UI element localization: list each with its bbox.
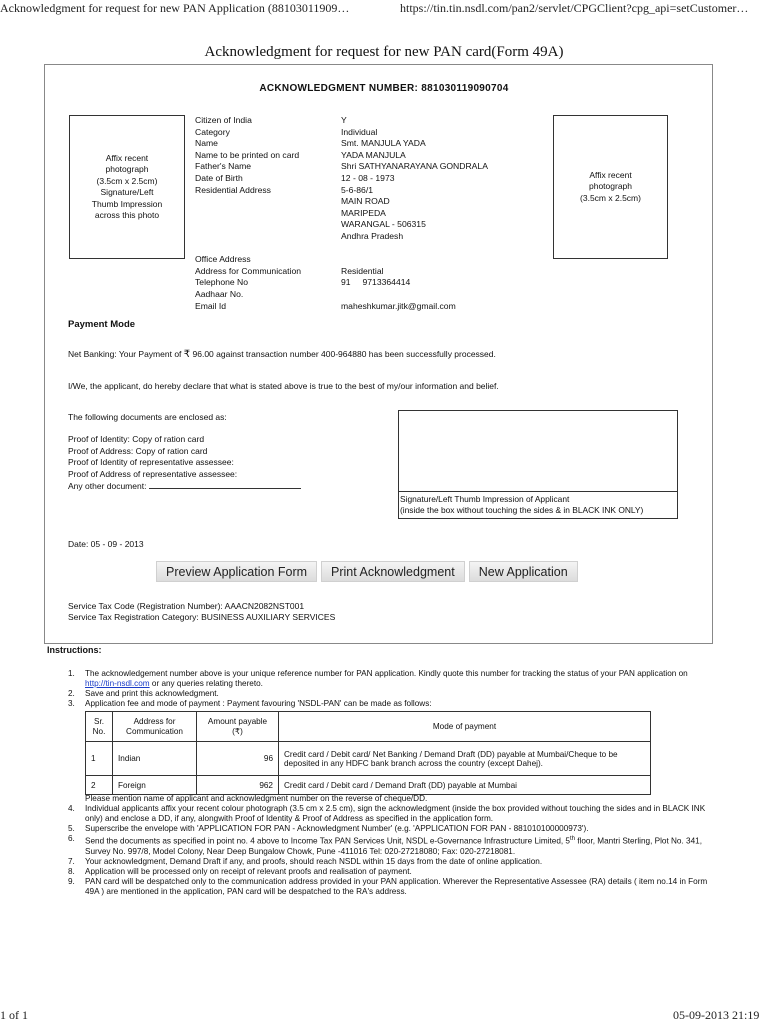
table-header: Address for Communication bbox=[113, 712, 197, 742]
table-row bbox=[86, 776, 651, 795]
instruction-item: 9. PAN card will be despatched only to the communication address provided in your PAN application. Wherever the Representative Assessee (RA) details ( item no.14 in Form 49A ) are mentioned in the application, PAN card will be despatched to the RA's address. bbox=[68, 877, 716, 897]
address-line: 5-6-86/1 bbox=[341, 184, 374, 195]
print-acknowledgment-button[interactable]: Print Acknowledgment bbox=[321, 561, 465, 582]
new-application-button[interactable]: New Application bbox=[469, 561, 578, 582]
signature-caption bbox=[399, 491, 677, 518]
detail-label: Aadhaar No. bbox=[195, 288, 244, 299]
instruction-text: Individual applicants affix your recent colour photograph (3.5 cm x 2.5 cm), sign the acknowledgment (inside the box provided without touching the sides and in BLACK INK only) and enclose a DD, if any, alongwith Proof of Identity & Proof of Address as specified in the application form. bbox=[85, 804, 706, 823]
acknowledgment-number: ACKNOWLEDGMENT NUMBER: 881030119090704 bbox=[259, 83, 509, 94]
detail-value: 12 - 08 - 1973 bbox=[341, 172, 395, 183]
browser-url[interactable]: https://tin.tin.nsdl.com/pan2/servlet/CPGClient?cpg_api=setCustomer… bbox=[400, 1, 749, 15]
applicant-signature-box bbox=[398, 410, 678, 519]
amount-header: Amount payable bbox=[207, 716, 268, 726]
table-cell: 2 bbox=[86, 776, 113, 795]
instruction-text: Save and print this acknowledgment. bbox=[85, 689, 219, 698]
detail-row bbox=[195, 301, 488, 313]
detail-label: Office Address bbox=[195, 254, 251, 265]
rupee-header: (₹) bbox=[232, 726, 243, 736]
fee-table bbox=[85, 711, 651, 795]
detail-value: Y bbox=[341, 115, 347, 125]
service-tax-category: Service Tax Registration Category: BUSINESS AUXILIARY SERVICES bbox=[68, 612, 336, 622]
detail-label: Address for Communication bbox=[195, 265, 302, 276]
detail-label: Name bbox=[195, 138, 218, 149]
detail-label: Name to be printed on card bbox=[195, 149, 300, 160]
signature-caption-line: (inside the box without touching the sides & in BLACK INK ONLY) bbox=[400, 505, 644, 515]
detail-row-blank bbox=[195, 243, 488, 255]
photo-box-line: (3.5cm x 2.5cm) bbox=[580, 192, 641, 203]
net-banking-suffix: 96.00 against transaction number 400-964880 has been successfully processed. bbox=[190, 349, 496, 359]
instruction-text: floor, Mantri Sterling, Plot No. 341, Survey No. 997/8, Model Colony, Near Deep Bungalow Chowk, Pune -411016 Tel: 020-27218080; Fax: 020-27218081. bbox=[85, 836, 702, 856]
instruction-item: 1. The acknowledgement number above is your unique reference number for PAN application. Kindly quote this number for tracking the status of your PAN application on http://tin-nsdl.com or any queries relating thereto. bbox=[68, 669, 688, 688]
document-item: Proof of Address of representative assessee: bbox=[68, 468, 238, 479]
photo-box-line: Thumb Impression bbox=[91, 198, 163, 209]
detail-label: Telephone No bbox=[195, 277, 249, 288]
table-header bbox=[197, 712, 279, 742]
net-banking-status bbox=[68, 349, 496, 360]
instruction-item: 8. Application will be processed only on receipt of relevant proofs and realisation of payment. bbox=[68, 867, 716, 877]
detail-row bbox=[195, 254, 488, 266]
browser-tab-title: Acknowledgment for request for new PAN Application (88103011909… bbox=[0, 1, 350, 15]
photo-box-line: Affix recent bbox=[589, 169, 632, 180]
residential-address bbox=[341, 185, 426, 243]
detail-label: Date of Birth bbox=[195, 172, 243, 183]
photo-box-line: across this photo bbox=[94, 210, 160, 220]
detail-row bbox=[195, 173, 488, 185]
address-line: MARIPEDA bbox=[341, 207, 386, 218]
preview-application-form-button[interactable]: Preview Application Form bbox=[156, 561, 317, 582]
detail-value: 91 9713364414 bbox=[341, 277, 411, 288]
table-row bbox=[86, 742, 651, 776]
detail-row bbox=[195, 289, 488, 301]
table-cell: Credit card / Debit card / Demand Draft (DD) payable at Mumbai bbox=[279, 776, 651, 795]
photo-signature-box bbox=[69, 115, 185, 259]
table-cell: Indian bbox=[113, 742, 197, 776]
detail-value: maheshkumar.jitk@gmail.com bbox=[341, 300, 456, 311]
photo-box bbox=[553, 115, 668, 259]
superscript: th bbox=[569, 836, 575, 842]
instruction-item: 3. Application fee and mode of payment : Payment favouring 'NSDL-PAN' can be made as follows: bbox=[68, 699, 716, 709]
photo-box-line: photograph bbox=[105, 164, 149, 174]
signature-caption-line: Signature/Left Thumb Impression of Applicant bbox=[400, 494, 570, 504]
instruction-text: Please mention name of applicant and acknowledgment number on the reverse of cheque/DD. bbox=[85, 794, 428, 803]
table-cell: 96 bbox=[197, 742, 279, 776]
detail-row bbox=[195, 138, 488, 150]
print-datetime: 05-09-2013 21:19 bbox=[673, 1008, 760, 1022]
detail-row bbox=[195, 185, 488, 243]
instruction-item: 5. Superscribe the envelope with 'APPLICATION FOR PAN - Acknowledgment Number' (e.g. 'APPLICATION FOR PAN - 881010100000973'). bbox=[68, 824, 716, 834]
photo-box-line: photograph bbox=[588, 181, 632, 192]
detail-label: Father's Name bbox=[195, 161, 252, 172]
table-header: Sr. No. bbox=[86, 712, 113, 742]
instructions-title: Instructions: bbox=[47, 645, 102, 655]
instruction-item: 4. Individual applicants affix your recent colour photograph (3.5 cm x 2.5 cm), sign the acknowledgment (inside the box provided without touching the sides and in BLACK INK only) and enclose a DD, if any, alongwith Proof of Identity & Proof of Address as specified in the application form. bbox=[68, 804, 716, 824]
instruction-text: Send the documents as specified in point no. 4 above to Income Tax PAN Services Unit, NSDL e-Governance Infrastructure Limited, 5 bbox=[85, 836, 570, 846]
instruction-item: 2. Save and print this acknowledgment. bbox=[68, 689, 716, 699]
instruction-text: Application will be processed only on receipt of relevant proofs and realisation of payment. bbox=[85, 866, 412, 876]
instruction-text: Superscribe the envelope with 'APPLICATION FOR PAN - Acknowledgment Number' (e.g. 'APPLICATION FOR PAN - 881010100000973'). bbox=[85, 824, 589, 833]
detail-value: Shri SATHYANARAYANA GONDRALA bbox=[341, 161, 488, 172]
detail-row bbox=[195, 277, 488, 289]
detail-row bbox=[195, 115, 488, 127]
instruction-text: Application fee and mode of payment : Payment favouring 'NSDL-PAN' can be made as follows: bbox=[85, 699, 432, 708]
acknowledgment-date: Date: 05 - 09 - 2013 bbox=[68, 539, 144, 549]
documents-intro: The following documents are enclosed as: bbox=[68, 412, 227, 422]
instruction-text: or any queries relating thereto. bbox=[149, 679, 263, 688]
net-banking-prefix: Net Banking: Your Payment of bbox=[68, 349, 184, 359]
service-tax-code: Service Tax Code (Registration Number): AAACN2082NST001 bbox=[68, 601, 305, 611]
page-indicator: 1 of 1 bbox=[0, 1008, 28, 1022]
table-cell: 1 bbox=[86, 742, 113, 776]
table-cell: Credit card / Debit card/ Net Banking / Demand Draft (DD) payable at Mumbai/Cheque to be deposited in any HDFC bank branch across the country (except Dahej). bbox=[279, 742, 651, 776]
detail-value: Individual bbox=[341, 126, 378, 137]
document-item: Proof of Identity of representative assessee: bbox=[68, 457, 234, 468]
address-line: MAIN ROAD bbox=[341, 196, 390, 207]
document-item: Proof of Address: Copy of ration card bbox=[68, 445, 208, 456]
address-line: WARANGAL - 506315 bbox=[341, 219, 426, 230]
address-line: Andhra Pradesh bbox=[341, 230, 404, 241]
detail-label: Category bbox=[195, 126, 230, 137]
instruction-text: PAN card will be despatched only to the communication address provided in your PAN application. Wherever the Representative Assessee (RA) details ( item no.14 in Form 49A ) are mentioned in the application, PAN card will be despatched to the RA's address. bbox=[85, 876, 708, 896]
rupee-icon: ₹ bbox=[183, 349, 191, 360]
instruction-text: Your acknowledgment, Demand Draft if any, and proofs, should reach NSDL within 15 days from the date of online application. bbox=[85, 856, 543, 866]
instruction-note bbox=[68, 794, 716, 804]
detail-row bbox=[195, 161, 488, 173]
detail-value: Smt. MANJULA YADA bbox=[341, 138, 426, 149]
page-title: Acknowledgment for request for new PAN card(Form 49A) bbox=[204, 44, 564, 60]
document-item-other bbox=[68, 480, 301, 493]
instruction-text: The acknowledgement number above is your unique reference number for PAN application. Kindly quote this number for tracking the status of your PAN application on bbox=[85, 669, 688, 678]
detail-value: YADA MANJULA bbox=[341, 149, 406, 160]
instruction-item: 7. Your acknowledgment, Demand Draft if any, and proofs, should reach NSDL within 15 days from the date of online application. bbox=[68, 857, 716, 867]
photo-box-line: (3.5cm x 2.5cm) bbox=[96, 175, 158, 186]
action-buttons bbox=[156, 561, 578, 582]
table-header: Mode of payment bbox=[279, 712, 651, 742]
detail-label: Citizen of India bbox=[195, 115, 252, 125]
detail-row bbox=[195, 127, 488, 139]
documents-list bbox=[68, 434, 301, 493]
table-cell: 962 bbox=[197, 776, 279, 795]
detail-row bbox=[195, 266, 488, 278]
photo-box-line: Signature/Left bbox=[100, 187, 154, 197]
detail-row bbox=[195, 150, 488, 162]
document-item: Any other document: bbox=[68, 481, 147, 492]
photo-box-line: Affix recent bbox=[105, 152, 149, 163]
detail-label: Email Id bbox=[195, 300, 227, 311]
table-cell: Foreign bbox=[113, 776, 197, 795]
detail-value: Residential bbox=[341, 265, 384, 276]
payment-mode-title: Payment Mode bbox=[68, 319, 136, 330]
document-item: Proof of Identity: Copy of ration card bbox=[68, 434, 205, 444]
detail-label: Residential Address bbox=[195, 184, 271, 195]
instruction-item: 6. Send the documents as specified in point no. 4 above to Income Tax PAN Services Unit, NSDL e-Governance Infrastructure Limited, 5th floor, Mantri Sterling, Plot No. 341, Survey No. 997/8, Model Colony, Near Deep Bungalow Chowk, Pune -411016 Tel: 020-27218080; Fax: 020-27218081. bbox=[68, 834, 702, 856]
tin-nsdl-link[interactable]: http://tin-nsdl.com bbox=[85, 679, 150, 688]
applicant-details bbox=[195, 115, 488, 312]
declaration-text: I/We, the applicant, do hereby declare that what is stated above is true to the best of my/our information and belief. bbox=[68, 381, 499, 391]
table-header-row bbox=[86, 712, 651, 742]
other-document-blank bbox=[149, 480, 301, 489]
